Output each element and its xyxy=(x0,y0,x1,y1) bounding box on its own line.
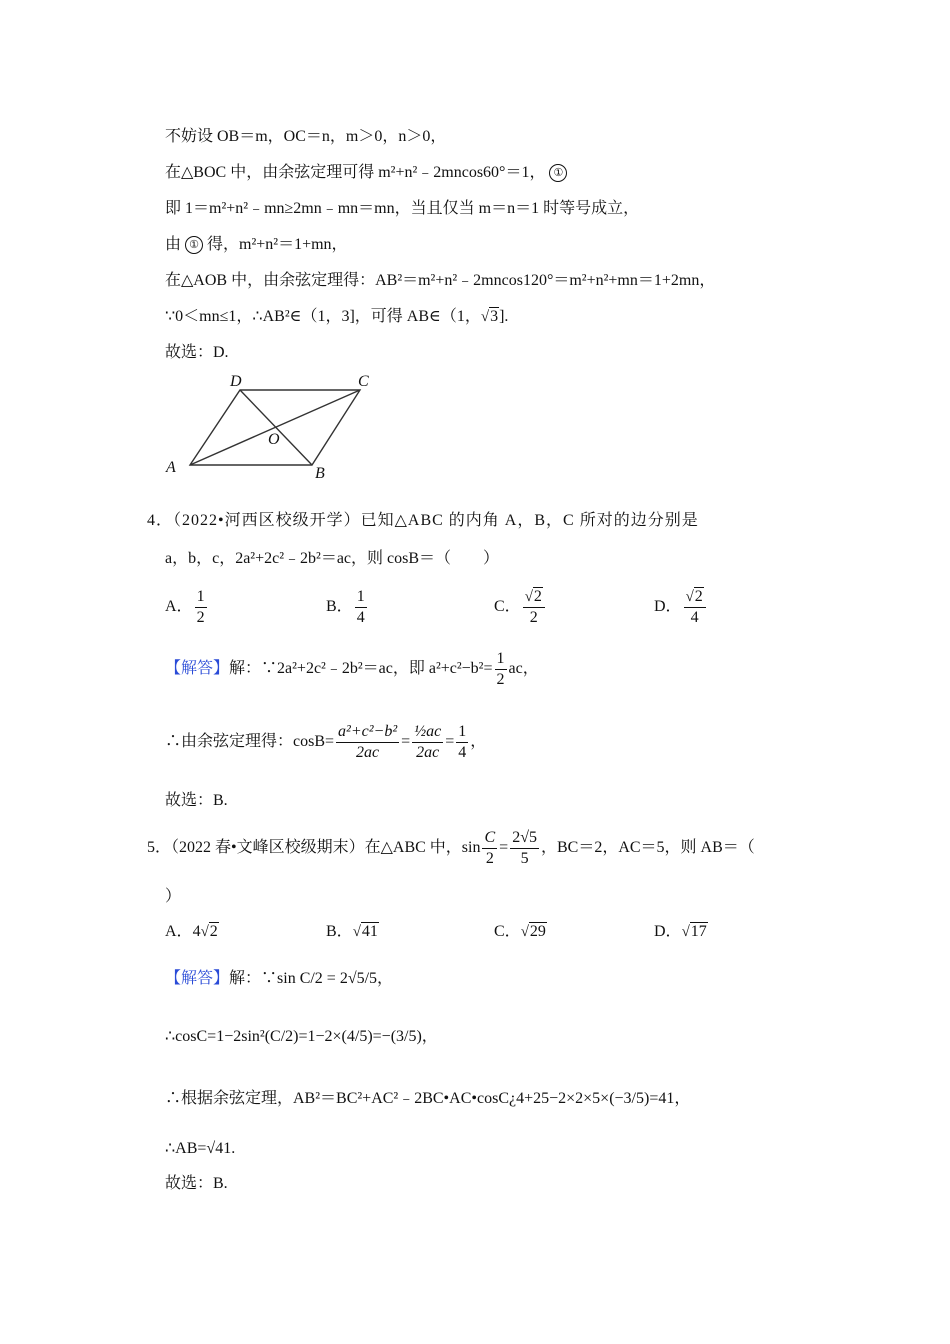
sol3-line-6-text-a: ∵0＜mn≤1，∴AB²∈（1，3]，可得 AB∈（1， xyxy=(165,308,481,325)
parallelogram-figure xyxy=(160,368,390,483)
sqrt-3: √3 xyxy=(480,308,499,325)
solution-tag: 【解答】 xyxy=(165,660,230,677)
q4-option-b[interactable]: B． $\frac{1}{4}$ xyxy=(326,587,365,626)
diagonal-db xyxy=(240,390,312,465)
vertex-label-b: B xyxy=(315,465,325,482)
q4-stem-line-2: a，b，c，2a²+2c²﹣2b²＝ac，则 cosB＝（ ） xyxy=(165,550,500,567)
sol3-line-3: 即 1＝m²+n²﹣mn≥2mn﹣mn＝mn，当且仅当 m＝n＝1 时等号成立， xyxy=(165,200,640,217)
solution-tag: 【解答】 xyxy=(165,970,230,987)
q5-answer: 故选：B. xyxy=(165,1175,228,1192)
q5-option-d[interactable]: D．√17 xyxy=(654,923,707,940)
q4-option-d[interactable]: D． $\frac{√2}{4}$ xyxy=(654,584,708,630)
q5-solution-line-4: ∴AB=√41. xyxy=(165,1140,236,1157)
sol3-line-5: 在△AOB 中，由余弦定理得：AB²＝m²+n²﹣2mncos120°＝m²+n²+mn＝1+2mn， xyxy=(165,272,716,289)
q5-solution-line-1: 【解答】解：∵sin C/2 = 2√5/5， xyxy=(165,970,394,987)
q4-solution-line-1: 【解答】解：∵2a²+2c²﹣2b²＝ac，即 a²+c²−b²= $\frac{1}{2}$ ac， xyxy=(165,649,539,688)
sol3-line-4-text-b: 得，m²+n²＝1+mn， xyxy=(207,236,348,253)
q5-solution-line-3: ∴根据余弦定理，AB²＝BC²+AC²﹣2BC•AC•cosC¿4+25−2×2×5×(−3/5)=41， xyxy=(165,1090,691,1107)
q5-stem-line-1: 5．（2022 春•文峰区校级期末）在△ABC 中，sin $\frac{C}{2}$ = $\frac{2√5}{5}$ ，BC＝2，AC＝5，则 AB＝（ xyxy=(147,828,755,867)
q4-option-a[interactable]: A． $\frac{1}{2}$ xyxy=(165,587,205,626)
sol3-line-2 xyxy=(165,162,567,184)
q4-option-c[interactable]: C． $\frac{√2}{2}$ xyxy=(494,584,547,630)
sol3-line-2-text: 在△BOC 中，由余弦定理可得 m²+n²﹣2mncos60°＝1， xyxy=(165,164,546,181)
sol3-line-6-text-b: ]. xyxy=(499,308,509,325)
q4-solution-line-2: ∴由余弦定理得：cosB= $\frac{\text{a²+c²−b²}}{2ac}$ = $\frac{\text{½ac}}{2ac}$ = $\frac{1}{4}$ ， xyxy=(165,722,487,761)
q4-answer: 故选：B. xyxy=(165,792,228,809)
center-label-o: O xyxy=(268,431,280,448)
q5-option-a[interactable]: A．4√2 xyxy=(165,923,218,940)
circled-one-marker: ① xyxy=(185,236,203,254)
q5-stem-line-2: ） xyxy=(165,888,182,905)
q5-option-c[interactable]: C．√29 xyxy=(494,923,546,940)
q4-stem-line-1: 4．（2022•河西区校级开学）已知△ABC 的内角 A，B，C 所对的边分别是 xyxy=(147,512,699,529)
circled-one-marker: ① xyxy=(549,164,567,182)
vertex-label-a: A xyxy=(166,459,176,476)
q5-option-b[interactable]: B．√41 xyxy=(326,923,378,940)
vertex-label-c: C xyxy=(358,373,369,390)
sol3-line-4 xyxy=(165,234,348,256)
q5-solution-line-2: ∴cosC=1−2sin²(C/2)=1−2×(4/5)=−(3/5)， xyxy=(165,1028,438,1045)
vertex-label-d: D xyxy=(230,373,242,390)
sol3-line-1: 不妨设 OB＝m，OC＝n，m＞0，n＞0， xyxy=(165,128,447,145)
sol3-line-4-text-a: 由 xyxy=(165,236,182,253)
sol3-answer: 故选：D. xyxy=(165,344,229,361)
sol3-line-6 xyxy=(165,306,508,328)
